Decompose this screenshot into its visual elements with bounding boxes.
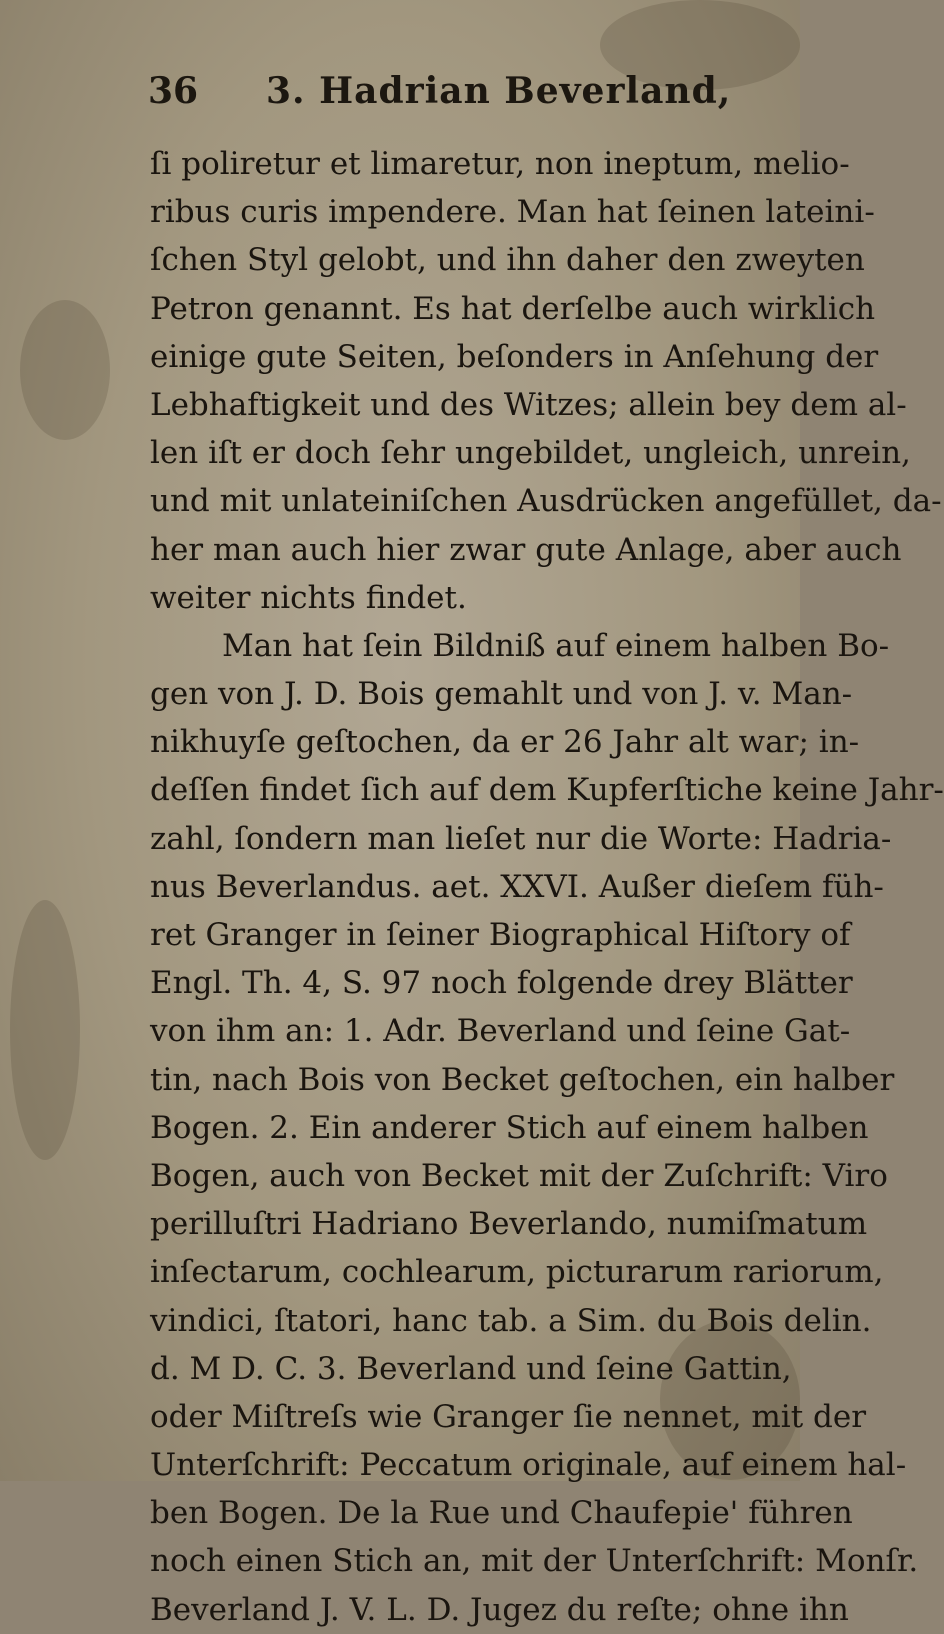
text-line: Unterſchrift: Peccatum originale, auf einem hal- (150, 1447, 907, 1484)
page-number: 36 (148, 70, 199, 112)
text-line: Beverland J. V. L. D. Jugez du reſte; ohne ihn (150, 1591, 849, 1628)
text-line: ribus curis impendere. Man hat ſeinen lateini- (150, 194, 875, 231)
running-head: 3. Hadrian Beverland, (266, 70, 732, 112)
text-line: ret Granger in ſeiner Biographical Hiſtory of (150, 917, 851, 953)
text-line: Bogen, auch von Becket mit der Zuſchrift: Viro (150, 1157, 888, 1194)
body-text (150, 140, 944, 1634)
text-line: weiter nichts findet. (150, 579, 467, 616)
text-line: Bogen. 2. Ein anderer Stich auf einem halben (150, 1109, 869, 1146)
text-line: Petron genannt. Es hat derſelbe auch wirklich (150, 290, 876, 327)
text-line: ben Bogen. De la Rue und Chaufepie' führen (150, 1495, 853, 1532)
text-line: d. M D. C. 3. Beverland und ſeine Gattin, (150, 1350, 792, 1387)
text-line: tin, nach Bois von Becket geſtochen, ein halber (150, 1061, 895, 1098)
text-line: perilluſtri Hadriano Beverlando, numiſmatum (150, 1206, 868, 1243)
text-line: oder Miſtreſs wie Granger ſie nennet, mit der (150, 1398, 867, 1435)
text-line: inſectarum, cochlearum, picturarum rariorum, (150, 1254, 884, 1291)
text-line: deſſen findet ſich auf dem Kupferſtiche keine Jahr- (150, 772, 944, 809)
text-line: nikhuyſe geſtochen, da er 26 Jahr alt war; in- (150, 724, 860, 761)
text-line: ſchen Styl gelobt, und ihn daher den zweyten (150, 242, 865, 279)
text-line: gen von J. D. Bois gemahlt und von J. v. Man- (150, 676, 853, 713)
paper-stain (10, 900, 80, 1160)
text-line: nus Beverlandus. aet. XXVI. Außer dieſem füh- (150, 868, 884, 905)
text-line: vindici, ſtatori, hanc tab. a Sim. du Bois delin. (150, 1302, 872, 1339)
paragraph-start-line: Man hat ſein Bildniß auf einem halben Bo- (222, 627, 890, 664)
text-line: len iſt er doch ſehr ungebildet, ungleich, unrein, (150, 435, 911, 472)
text-line: zahl, ſondern man lieſet nur die Worte: Hadria- (150, 820, 892, 857)
text-line: Engl. Th. 4, S. 97 noch folgende drey Blätter (150, 965, 853, 1002)
paper-stain (20, 300, 110, 440)
text-line: ſi poliretur et limaretur, non ineptum, melio- (150, 146, 850, 182)
text-line: von ihm an: 1. Adr. Beverland und ſeine Gat- (150, 1013, 851, 1050)
text-line: Lebhaftigkeit und des Witzes; allein bey dem al- (150, 386, 907, 423)
text-line: einige gute Seiten, beſonders in Anſehung der (150, 338, 879, 375)
text-line: noch einen Stich an, mit der Unterſchrift: Monſr. (150, 1543, 919, 1580)
page-header (148, 70, 748, 120)
text-line: her man auch hier zwar gute Anlage, aber auch (150, 531, 902, 568)
text-line: und mit unlateiniſchen Ausdrücken angefüllet, da- (150, 483, 942, 520)
